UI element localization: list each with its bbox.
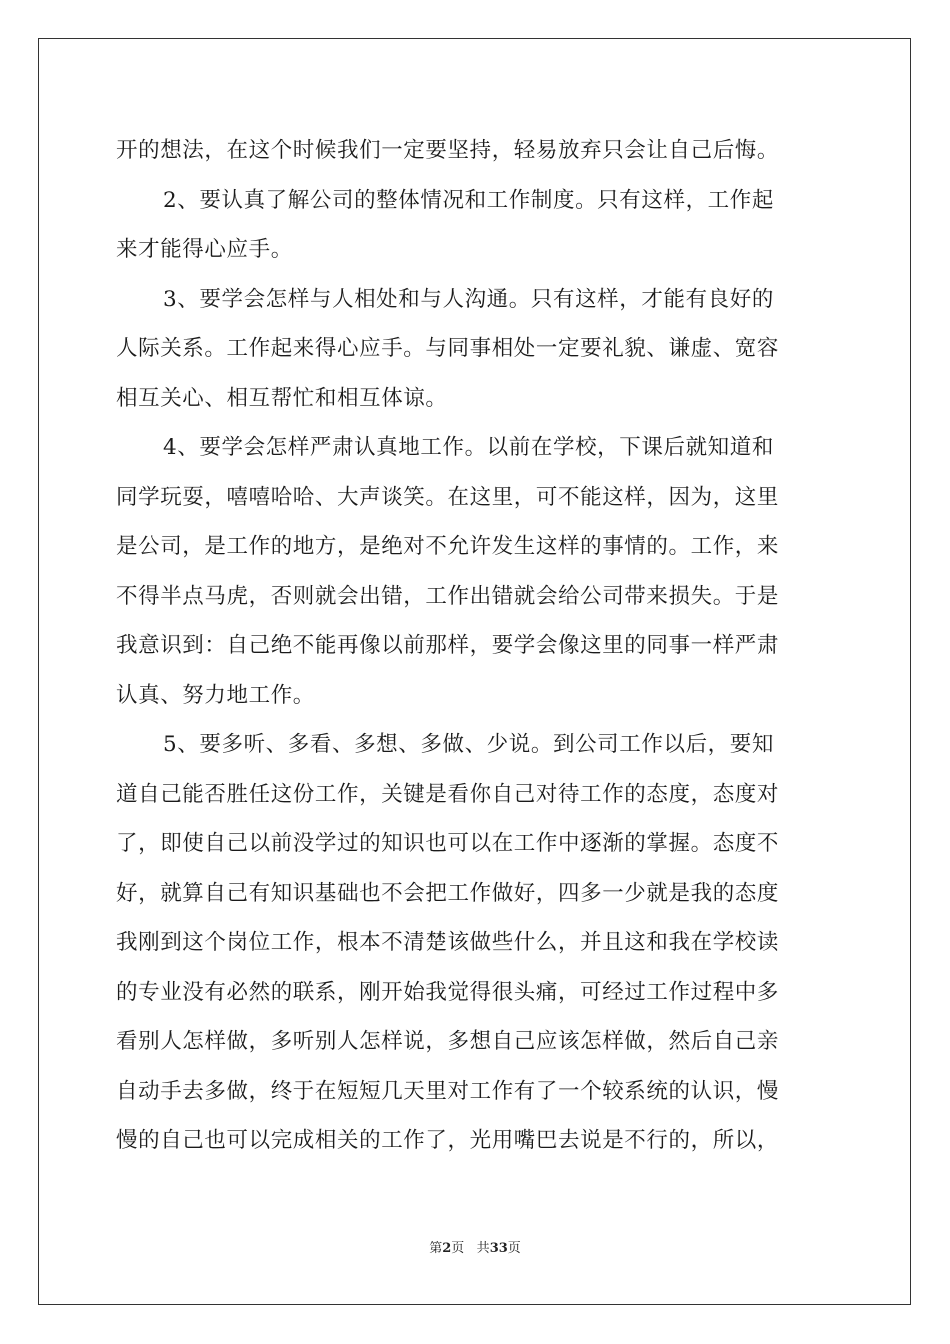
page-suffix: 页	[451, 1241, 465, 1256]
text-line: 看别人怎样做，多听别人怎样说，多想自己应该怎样做，然后自己亲	[116, 1029, 780, 1054]
page-prefix: 第	[429, 1241, 443, 1256]
text-line: 慢的自己也可以完成相关的工作了，光用嘴巴去说是不行的，所以，	[116, 1128, 780, 1153]
text-line: 来才能得心应手。	[116, 237, 293, 262]
text-line: 同学玩耍，嘻嘻哈哈、大声谈笑。在这里，可不能这样，因为，这里	[116, 484, 780, 510]
text-line: 人际关系。工作起来得心应手。与同事相处一定要礼貌、谦虚、宽容	[116, 336, 780, 361]
text-line: 好，就算自己有知识基础也不会把工作做好，四多一少就是我的态度	[116, 880, 780, 906]
text-line: 不得半点马虎，否则就会出错，工作出错就会给公司带来损失。于是	[116, 583, 780, 609]
text-line: 我刚到这个岗位工作，根本不清楚该做些什么，并且这和我在学校读	[116, 930, 780, 955]
text-line: 5、要多听、多看、多想、多做、少说。到公司工作以后，要知	[163, 732, 774, 757]
document-body	[116, 126, 834, 1166]
text-line: 道自己能否胜任这份工作，关键是看你自己对待工作的态度，态度对	[116, 781, 780, 807]
text-line: 相互关心、相互帮忙和相互体谅。	[116, 385, 448, 411]
text-line: 4、要学会怎样严肃认真地工作。以前在学校，下课后就知道和	[163, 435, 774, 460]
page-number: 2	[442, 1241, 452, 1256]
text-line: 认真、努力地工作。	[116, 682, 315, 708]
total-prefix: 共	[476, 1241, 490, 1256]
text-line: 2、要认真了解公司的整体情况和工作制度。只有这样，工作起	[163, 187, 774, 213]
text-line: 我意识到：自己绝不能再像以前那样，要学会像这里的同事一样严肃	[116, 633, 780, 658]
total-pages: 33	[489, 1241, 508, 1256]
text-line: 的专业没有必然的联系，刚开始我觉得很头痛，可经过工作过程中多	[116, 979, 780, 1005]
page-footer	[0, 1240, 950, 1258]
text-line: 开的想法，在这个时候我们一定要坚持，轻易放弃只会让自己后悔。	[116, 138, 780, 163]
total-suffix: 页	[507, 1241, 521, 1256]
text-line: 了，即使自己以前没学过的知识也可以在工作中逐渐的掌握。态度不	[116, 831, 780, 856]
text-line: 自动手去多做，终于在短短几天里对工作有了一个较系统的认识，慢	[116, 1078, 780, 1104]
text-line: 3、要学会怎样与人相处和与人沟通。只有这样，才能有良好的	[163, 286, 774, 312]
text-line: 是公司，是工作的地方，是绝对不允许发生这样的事情的。工作，来	[116, 534, 780, 559]
